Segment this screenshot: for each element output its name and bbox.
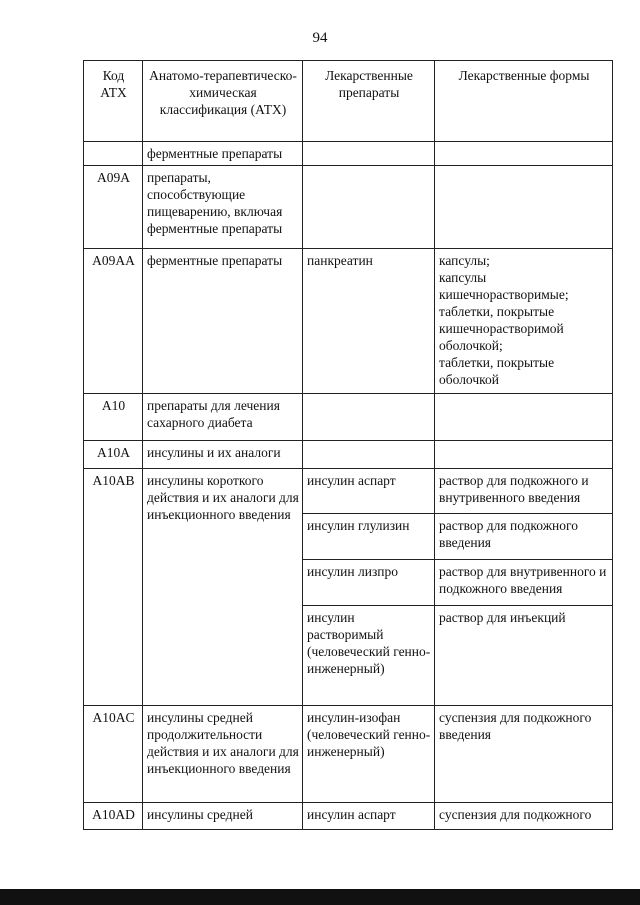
atc-classification: инсулины средней bbox=[143, 803, 303, 830]
dosage-form: суспензия для подкожного bbox=[435, 803, 613, 830]
table-row bbox=[84, 166, 613, 249]
atc-code bbox=[84, 142, 143, 166]
atc-code: A10 bbox=[84, 394, 143, 441]
dosage-form bbox=[435, 166, 613, 249]
table-header-row bbox=[84, 61, 613, 142]
header-code: Код АТХ bbox=[84, 61, 143, 142]
atc-code: A10AD bbox=[84, 803, 143, 830]
atc-code: A09A bbox=[84, 166, 143, 249]
dosage-form: капсулы; капсулы кишечнорастворимые; таблетки, покрытые кишечнорастворимой оболочкой; таблетки, покрытые оболочкой bbox=[435, 249, 613, 394]
table-row bbox=[84, 803, 613, 830]
atc-classification: инсулины короткого действия и их аналоги для инъекционного введения bbox=[143, 469, 303, 706]
drug-name bbox=[303, 394, 435, 441]
header-forms: Лекарственные формы bbox=[435, 61, 613, 142]
atc-table bbox=[83, 60, 613, 830]
drug-name: инсулин глулизин bbox=[303, 514, 435, 560]
atc-code: A10AB bbox=[84, 469, 143, 706]
drug-name: инсулин аспарт bbox=[303, 803, 435, 830]
atc-classification: ферментные препараты bbox=[143, 249, 303, 394]
table-row bbox=[84, 469, 613, 514]
dosage-form bbox=[435, 394, 613, 441]
page-number: 94 bbox=[312, 30, 328, 46]
dosage-form: раствор для подкожного и внутривенного введения bbox=[435, 469, 613, 514]
atc-classification: препараты, способствующие пищеварению, включая ферментные препараты bbox=[143, 166, 303, 249]
drug-name bbox=[303, 166, 435, 249]
atc-classification: инсулины средней продолжительности действия и их аналоги для инъекционного введения bbox=[143, 706, 303, 803]
dosage-form bbox=[435, 142, 613, 166]
dosage-form: раствор для подкожного введения bbox=[435, 514, 613, 560]
dosage-form: раствор для внутривенного и подкожного введения bbox=[435, 560, 613, 606]
atc-code: A09AA bbox=[84, 249, 143, 394]
atc-classification: препараты для лечения сахарного диабета bbox=[143, 394, 303, 441]
table-row bbox=[84, 706, 613, 803]
drug-name: инсулин-изофан (человеческий генно-инженерный) bbox=[303, 706, 435, 803]
drug-name: инсулин лизпро bbox=[303, 560, 435, 606]
atc-code: A10AC bbox=[84, 706, 143, 803]
header-drugs: Лекарственные препараты bbox=[303, 61, 435, 142]
atc-classification: ферментные препараты bbox=[143, 142, 303, 166]
drug-name: инсулин аспарт bbox=[303, 469, 435, 514]
atc-code: A10A bbox=[84, 441, 143, 469]
drug-name bbox=[303, 142, 435, 166]
dosage-form: раствор для инъекций bbox=[435, 606, 613, 706]
header-classification: Анатомо-терапевтическо-химическая классификация (АТХ) bbox=[143, 61, 303, 142]
table-row bbox=[84, 142, 613, 166]
drug-name bbox=[303, 441, 435, 469]
drug-name: панкреатин bbox=[303, 249, 435, 394]
scan-bottom-edge bbox=[0, 889, 640, 905]
table-row bbox=[84, 249, 613, 394]
dosage-form bbox=[435, 441, 613, 469]
table-row bbox=[84, 441, 613, 469]
dosage-form: суспензия для подкожного введения bbox=[435, 706, 613, 803]
table-row bbox=[84, 394, 613, 441]
drug-name: инсулин растворимый (человеческий генно-инженерный) bbox=[303, 606, 435, 706]
atc-classification: инсулины и их аналоги bbox=[143, 441, 303, 469]
